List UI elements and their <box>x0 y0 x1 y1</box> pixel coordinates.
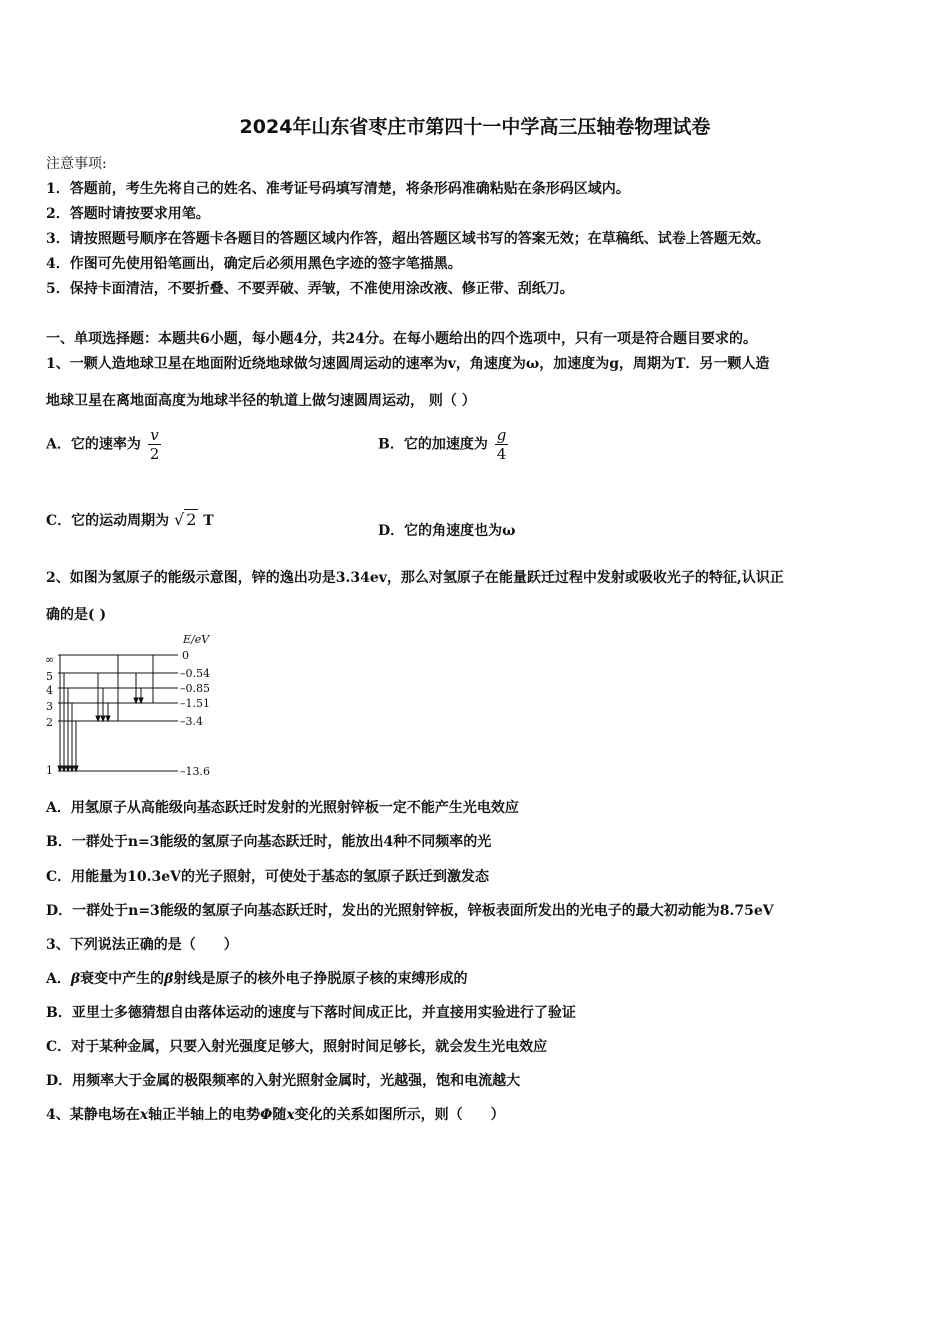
sqrt-symbol: √ 2 <box>174 510 197 529</box>
fraction <box>148 426 162 463</box>
q2-option-c: C．用能量为10.3eV的光子照射，可使处于基态的氢原子跃迁到激发态 <box>46 869 490 885</box>
axis-label: E/eV <box>183 633 210 646</box>
level-n-label: 1 <box>46 764 53 777</box>
arrow-head <box>62 766 66 771</box>
q1-stem-line1: 1、一颗人造地球卫星在地面附近绕地球做匀速圆周运动的速率为v，角速度为ω，加速度为g，周期为T．另一颗人造 <box>46 356 770 372</box>
q3-option-d: D．用频率大于金属的极限频率的入射光照射金属时，光越强，饱和电流越大 <box>46 1073 521 1089</box>
q1-option-d: D．它的角速度也为ω <box>378 523 516 539</box>
notice-item: 2．答题时请按要求用笔。 <box>46 206 210 222</box>
arrow-head <box>106 716 110 721</box>
q2-stem-line1: 2、如图为氢原子的能级示意图，锌的逸出功是3.34ev，那么对氢原子在能量跃迁过程中发射或吸收光子的特征,认识正 <box>46 570 784 586</box>
fraction-denominator: 2 <box>149 445 160 463</box>
stem-text: 4、某静电场在 <box>46 1107 140 1123</box>
option-text: 衰变中产生的 <box>80 971 165 987</box>
fraction-numerator: g <box>496 426 507 444</box>
energy-level-diagram <box>40 630 240 782</box>
beta-symbol: β <box>70 971 81 987</box>
notice-item: 3．请按照题号顺序在答题卡各题目的答题区域内作答，超出答题区域书写的答案无效；在草稿纸、试卷上答题无效。 <box>46 231 770 247</box>
arrow-head <box>139 698 143 703</box>
q3-stem: 3、下列说法正确的是（ ） <box>46 937 238 953</box>
notice-heading: 注意事项: <box>46 156 107 172</box>
arrow-head <box>70 766 74 771</box>
notice-item: 4．作图可先使用铅笔画出，确定后必须用黑色字迹的签字笔描黑。 <box>46 256 462 272</box>
option-text: 射线是原子的核外电子挣脱原子核的束缚形成的 <box>173 971 468 987</box>
phi-symbol: Φ <box>260 1107 273 1123</box>
arrow-head <box>74 766 78 771</box>
level-energy-label: 0 <box>182 649 189 662</box>
q2-option-d: D．一群处于n=3能级的氢原子向基态跃迁时，发出的光照射锌板，锌板表面所发出的光电子的最大初动能为8.75eV <box>46 903 774 919</box>
q4-stem <box>46 1104 505 1124</box>
option-label: A．它的速率为 <box>46 436 141 453</box>
arrow-head <box>58 766 62 771</box>
q3-option-a <box>46 968 467 988</box>
x-symbol: x <box>139 1107 149 1123</box>
arrow-head <box>101 716 105 721</box>
arrow-head <box>66 766 70 771</box>
q1-option-b <box>378 426 508 463</box>
q2-option-b: B．一群处于n=3能级的氢原子向基态跃迁时，能放出4种不同频率的光 <box>46 834 492 850</box>
option-label: C．它的运动周期为 <box>46 513 170 529</box>
level-n-label: 4 <box>46 684 53 697</box>
notice-item: 1．答题前，考生先将自己的姓名、准考证号码填写清楚，将条形码准确粘贴在条形码区域内。 <box>46 181 630 197</box>
q1-option-a <box>46 426 161 463</box>
arrow-head <box>96 716 100 721</box>
level-energy-label: –0.54 <box>180 667 210 680</box>
x-symbol: x <box>286 1107 295 1123</box>
option-tail: T <box>203 513 214 529</box>
fraction <box>495 426 509 463</box>
stem-text: 随 <box>272 1107 287 1123</box>
q2-stem-line2: 确的是( ) <box>46 607 107 623</box>
level-n-label: ∞ <box>45 653 55 666</box>
q1-stem-line2: 地球卫星在离地面高度为地球半径的轨道上做匀速圆周运动， 则（ ） <box>46 393 476 409</box>
q2-option-a: A．用氢原子从高能级向基态跃迁时发射的光照射锌板一定不能产生光电效应 <box>46 800 519 816</box>
q3-option-c: C．对于某种金属，只要入射光强度足够大，照射时间足够长，就会发生光电效应 <box>46 1039 548 1055</box>
section-heading: 一、单项选择题：本题共6小题，每小题4分，共24分。在每小题给出的四个选项中，只有一项是符合题目要求的。 <box>46 331 757 347</box>
q3-option-b: B．亚里士多德猜想自由落体运动的速度与下落时间成正比，并直接用实验进行了验证 <box>46 1005 576 1021</box>
fraction-denominator: 4 <box>495 444 509 463</box>
stem-text: 轴正半轴上的电势 <box>148 1107 261 1123</box>
level-n-label: 3 <box>46 700 53 713</box>
level-energy-label: –0.85 <box>180 682 210 695</box>
beta-symbol: β <box>164 971 174 987</box>
q1-option-c <box>46 510 214 530</box>
level-energy-label: –3.4 <box>180 715 203 728</box>
option-prefix: A． <box>46 971 71 987</box>
fraction-numerator: v <box>150 426 159 444</box>
radicand: 2 <box>186 510 197 529</box>
page-title: 2024年山东省枣庄市第四十一中学高三压轴卷物理试卷 <box>239 116 711 138</box>
level-energy-label: –1.51 <box>180 697 210 710</box>
option-label: B．它的加速度为 <box>378 436 488 453</box>
arrow-head <box>134 698 138 703</box>
level-n-label: 2 <box>46 716 53 729</box>
level-energy-label: –13.6 <box>180 765 210 778</box>
stem-text: 变化的关系如图所示，则（ ） <box>294 1107 505 1123</box>
level-n-label: 5 <box>46 670 53 683</box>
notice-item: 5．保持卡面清洁，不要折叠、不要弄破、弄皱，不准使用涂改液、修正带、刮纸刀。 <box>46 281 574 297</box>
